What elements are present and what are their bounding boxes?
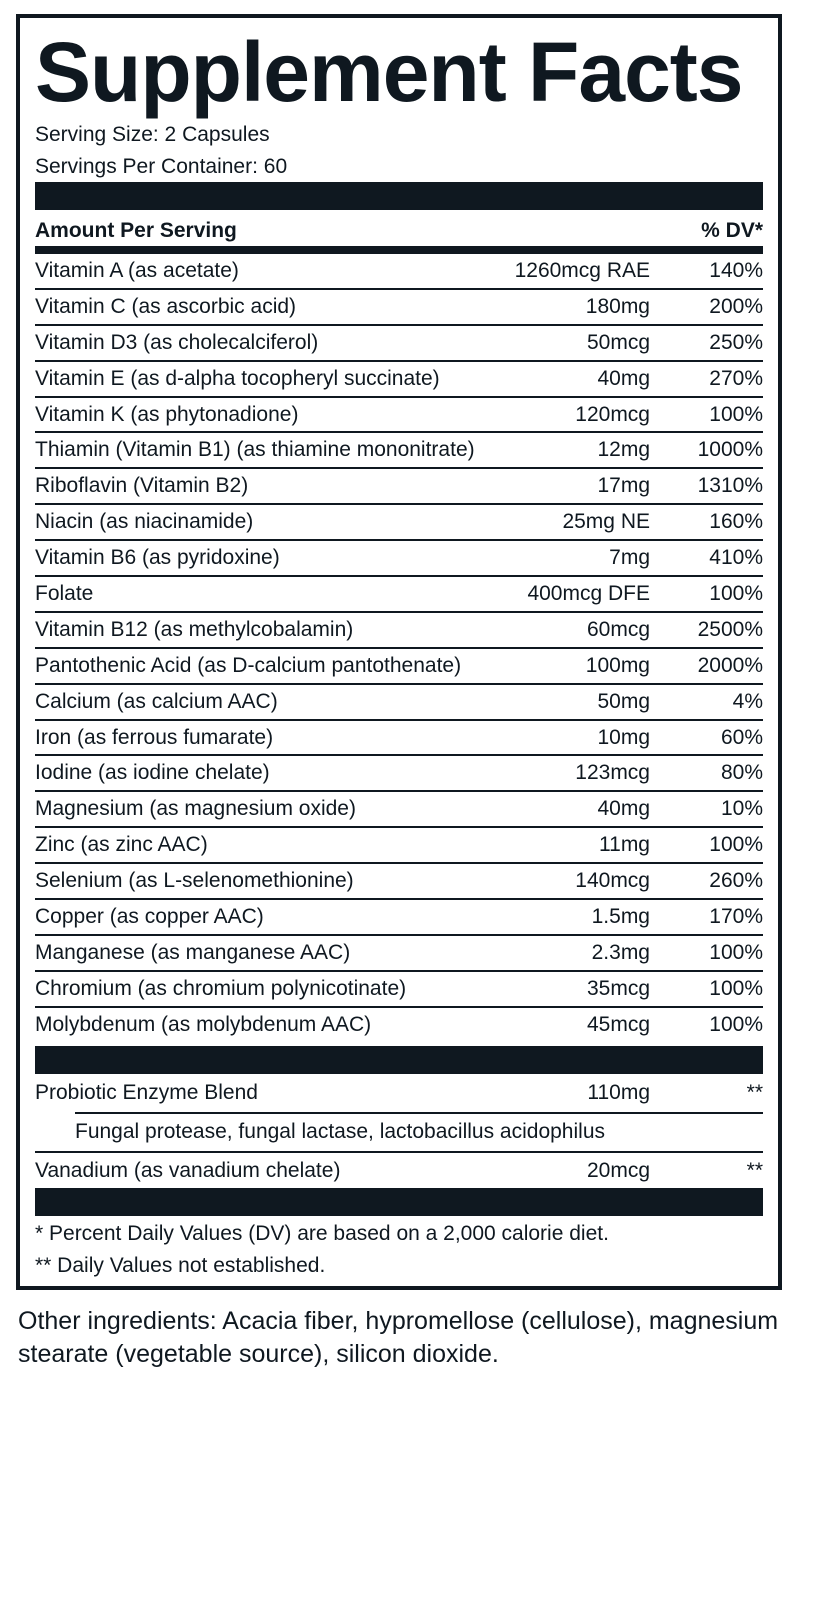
nutrient-dv: 1310% xyxy=(697,474,763,498)
nutrient-amount: 1260mcg RAE xyxy=(514,259,650,282)
nutrient-dv: 60% xyxy=(720,725,763,749)
nutrient-name: Thiamin (Vitamin B1) (as thiamine mononitrate) xyxy=(35,438,475,462)
blend-dv: ** xyxy=(746,1081,763,1104)
nutrient-amount: 25mg NE xyxy=(562,510,650,534)
nutrient-row xyxy=(35,828,763,864)
nutrient-dv: 170% xyxy=(709,905,763,929)
nutrient-amount: 100mg xyxy=(585,653,650,677)
nutrient-dv: 250% xyxy=(709,330,763,354)
nutrient-name: Vitamin A (as acetate) xyxy=(35,259,239,282)
nutrient-amount: 123mcg xyxy=(575,761,650,785)
nutrient-dv: 4% xyxy=(732,689,763,713)
nutrient-dv: 410% xyxy=(709,546,763,570)
footnote-dv: * Percent Daily Values (DV) are based on a 2,000 calorie diet. xyxy=(35,1222,609,1245)
footnote-not-established: ** Daily Values not established. xyxy=(35,1254,326,1277)
nutrient-amount: 7mg xyxy=(609,546,650,570)
nutrient-name: Iodine (as iodine chelate) xyxy=(35,761,270,785)
nutrient-row xyxy=(35,613,763,649)
nutrient-row xyxy=(35,864,763,900)
nutrient-amount: 35mcg xyxy=(586,976,650,1000)
blend-divider xyxy=(75,1112,763,1114)
blend-amount: 110mg xyxy=(587,1081,650,1104)
nutrient-amount: 180mg xyxy=(585,294,650,318)
nutrient-name: Folate xyxy=(35,582,94,606)
nutrient-dv: 100% xyxy=(709,582,763,606)
nutrient-name: Copper (as copper AAC) xyxy=(35,905,264,929)
nutrient-amount: 11mg xyxy=(599,833,650,857)
nutrient-row xyxy=(35,972,763,1008)
nutrient-name: Pantothenic Acid (as D-calcium pantothenate) xyxy=(35,653,462,677)
nutrient-amount: 120mcg xyxy=(575,402,650,426)
thick-divider-header xyxy=(35,246,763,254)
nutrient-row xyxy=(35,362,763,398)
nutrient-dv: 1000% xyxy=(697,438,763,462)
nutrient-row xyxy=(35,469,763,505)
thick-divider-top xyxy=(35,182,763,210)
nutrient-name: Chromium (as chromium polynicotinate) xyxy=(35,976,407,1000)
amount-per-serving-label: Amount Per Serving xyxy=(35,219,237,242)
nutrient-row xyxy=(35,254,763,290)
amount-header xyxy=(35,216,763,246)
nutrient-amount: 12mg xyxy=(597,438,650,462)
nutrient-name: Vitamin B6 (as pyridoxine) xyxy=(35,546,280,570)
nutrient-amount: 40mg xyxy=(597,366,650,390)
nutrient-list xyxy=(35,254,763,1044)
vanadium-name: Vanadium (as vanadium chelate) xyxy=(35,1159,341,1182)
nutrient-dv: 100% xyxy=(709,940,763,964)
nutrient-amount: 40mg xyxy=(597,797,650,821)
nutrient-dv: 10% xyxy=(720,797,763,821)
nutrient-dv: 140% xyxy=(709,259,763,282)
nutrient-row xyxy=(35,792,763,828)
nutrient-amount: 140mcg xyxy=(575,869,650,893)
nutrient-name: Molybdenum (as molybdenum AAC) xyxy=(35,1012,372,1036)
nutrient-name: Selenium (as L-selenomethionine) xyxy=(35,869,354,893)
nutrient-dv: 270% xyxy=(709,366,763,390)
blend-ingredients: Fungal protease, fungal lactase, lactobacillus acidophilus xyxy=(75,1120,605,1143)
nutrient-dv: 80% xyxy=(720,761,763,785)
nutrient-dv: 160% xyxy=(709,510,763,534)
nutrient-name: Magnesium (as magnesium oxide) xyxy=(35,797,356,821)
nutrient-row xyxy=(35,505,763,541)
thick-divider-middle xyxy=(35,1046,763,1074)
dv-header-label: % DV* xyxy=(701,219,763,242)
nutrient-dv: 200% xyxy=(709,294,763,318)
nutrient-row xyxy=(35,756,763,792)
nutrient-dv: 260% xyxy=(709,869,763,893)
nutrient-name: Iron (as ferrous fumarate) xyxy=(35,725,274,749)
nutrient-name: Manganese (as manganese AAC) xyxy=(35,940,351,964)
nutrient-name: Zinc (as zinc AAC) xyxy=(35,833,208,857)
vanadium-dv: ** xyxy=(746,1159,763,1182)
nutrient-name: Vitamin D3 (as cholecalciferol) xyxy=(35,330,319,354)
nutrient-name: Vitamin B12 (as methylcobalamin) xyxy=(35,617,354,641)
nutrient-name: Vitamin C (as ascorbic acid) xyxy=(35,294,297,318)
nutrient-row xyxy=(35,721,763,757)
nutrient-dv: 100% xyxy=(709,976,763,1000)
nutrient-dv: 2000% xyxy=(697,653,763,677)
nutrient-row xyxy=(35,649,763,685)
nutrient-row xyxy=(35,577,763,613)
nutrient-dv: 100% xyxy=(709,402,763,426)
nutrient-name: Vitamin E (as d-alpha tocopheryl succinate) xyxy=(35,366,440,390)
nutrient-amount: 2.3mg xyxy=(591,940,650,964)
nutrient-amount: 50mcg xyxy=(586,330,650,354)
nutrient-row xyxy=(35,685,763,721)
blend-name: Probiotic Enzyme Blend xyxy=(35,1081,258,1104)
nutrient-amount: 10mg xyxy=(597,725,650,749)
other-ingredients: Other ingredients: Acacia fiber, hypromellose (cellulose), magnesium stearate (vegetable source), silicon dioxide. xyxy=(18,1307,779,1368)
nutrient-amount: 17mg xyxy=(597,474,650,498)
nutrient-dv: 2500% xyxy=(697,617,763,641)
servings-per-container: Servings Per Container: 60 xyxy=(35,155,288,178)
nutrient-row xyxy=(35,936,763,972)
nutrient-row xyxy=(35,290,763,326)
nutrient-name: Riboflavin (Vitamin B2) xyxy=(35,474,249,498)
nutrient-dv: 100% xyxy=(709,1012,763,1036)
nutrient-amount: 1.5mg xyxy=(591,905,650,929)
nutrient-amount: 400mcg DFE xyxy=(527,582,650,606)
nutrient-row xyxy=(35,541,763,577)
supplement-facts-panel xyxy=(16,14,782,1290)
nutrient-amount: 60mcg xyxy=(586,617,650,641)
nutrient-row xyxy=(35,326,763,362)
vanadium-amount: 20mcg xyxy=(586,1159,650,1182)
nutrient-name: Vitamin K (as phytonadione) xyxy=(35,402,299,426)
nutrient-row xyxy=(35,433,763,469)
vanadium-divider xyxy=(35,1151,763,1153)
nutrient-row xyxy=(35,398,763,434)
nutrient-name: Calcium (as calcium AAC) xyxy=(35,689,278,713)
nutrient-dv: 100% xyxy=(709,833,763,857)
nutrient-amount: 45mcg xyxy=(586,1012,650,1036)
nutrient-name: Niacin (as niacinamide) xyxy=(35,510,254,534)
thick-divider-bottom xyxy=(35,1188,763,1216)
nutrient-row xyxy=(35,900,763,936)
nutrient-amount: 50mg xyxy=(597,689,650,713)
nutrient-row xyxy=(35,1008,763,1044)
serving-size: Serving Size: 2 Capsules xyxy=(35,123,270,146)
panel-title: Supplement Facts xyxy=(35,25,743,119)
